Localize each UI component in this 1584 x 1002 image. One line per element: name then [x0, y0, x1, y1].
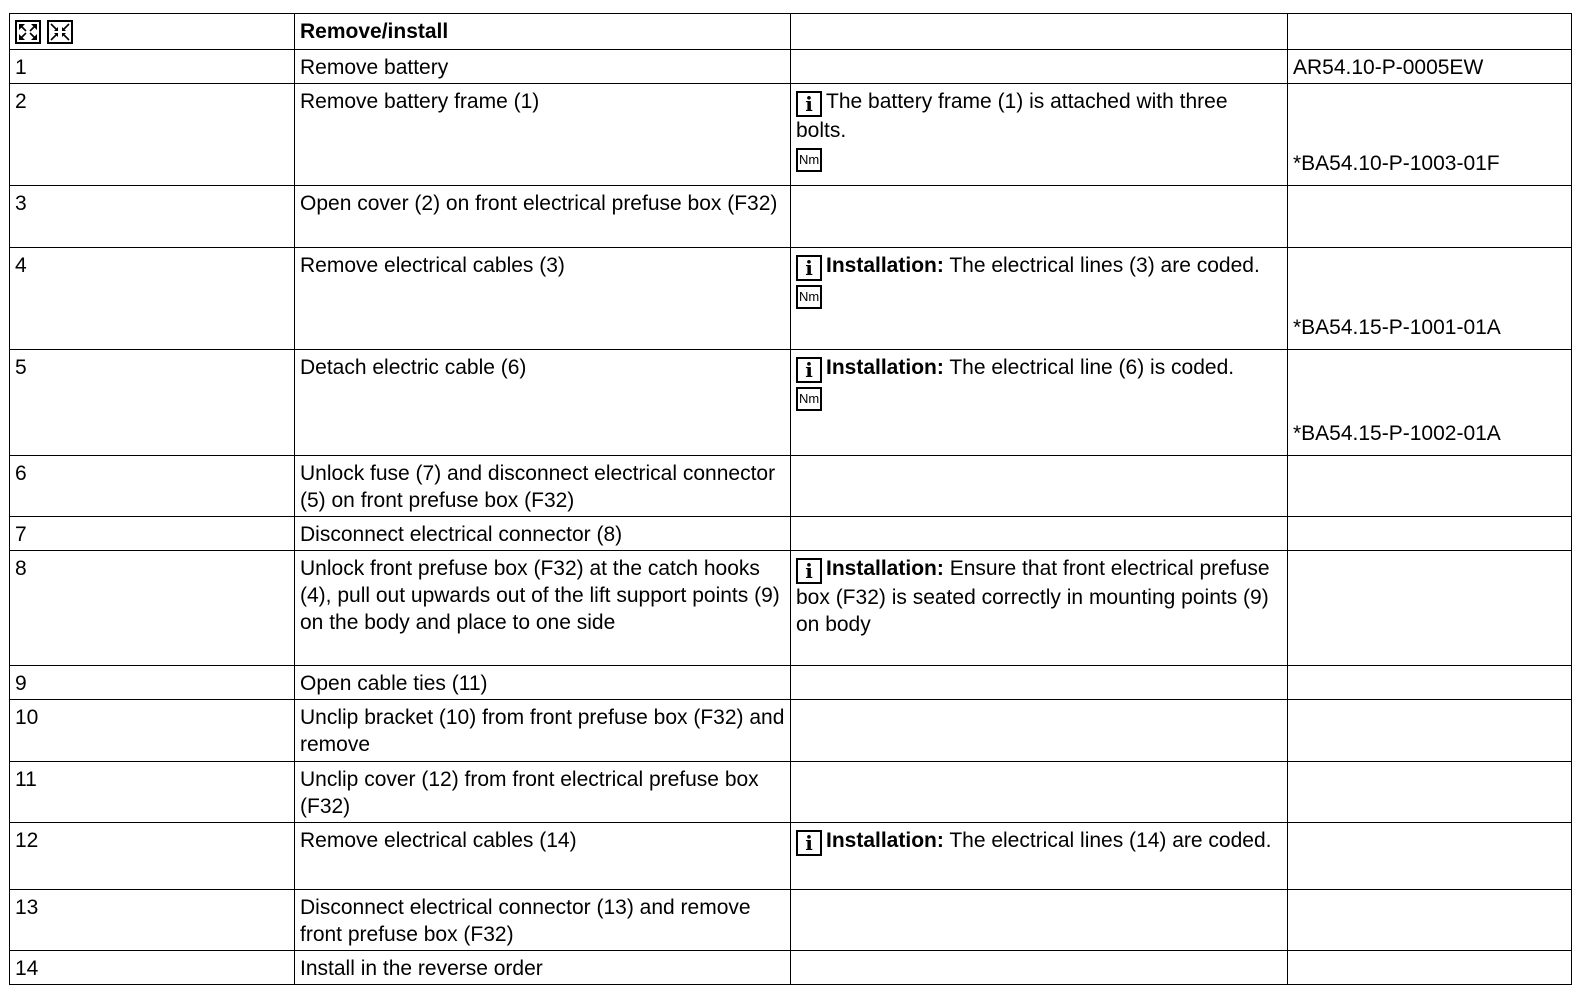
step-action: Disconnect electrical connector (8)	[295, 517, 791, 551]
step-row	[10, 666, 1572, 700]
step-number: 3	[10, 186, 295, 248]
step-number: 7	[10, 517, 295, 551]
step-number: 2	[10, 84, 295, 186]
reference-link[interactable]: AR54.10-P-0005EW	[1293, 56, 1484, 79]
step-note	[791, 700, 1288, 762]
step-note	[791, 350, 1288, 456]
step-number: 13	[10, 890, 295, 951]
step-note	[791, 248, 1288, 350]
step-action: Open cable ties (11)	[295, 666, 791, 700]
step-note	[791, 951, 1288, 985]
step-number: 9	[10, 666, 295, 700]
step-number: 12	[10, 823, 295, 890]
note-text	[796, 827, 1282, 856]
header-row	[10, 14, 1572, 50]
step-reference	[1288, 186, 1572, 248]
header-icons-cell	[10, 14, 295, 50]
header-title: Remove/install	[295, 14, 791, 50]
step-number: 6	[10, 456, 295, 517]
step-action: Remove electrical cables (3)	[295, 248, 791, 350]
step-row	[10, 350, 1572, 456]
step-action: Unlock fuse (7) and disconnect electrical connector (5) on front prefuse box (F32)	[295, 456, 791, 517]
torque-nm-icon[interactable]: Nm	[796, 148, 822, 172]
step-reference	[1288, 666, 1572, 700]
header-empty-note	[791, 14, 1288, 50]
step-action: Unlock front prefuse box (F32) at the catch hooks (4), pull out upwards out of the lift support points (9) on the body and place to one side	[295, 551, 791, 666]
step-note	[791, 551, 1288, 666]
step-action: Disconnect electrical connector (13) and remove front prefuse box (F32)	[295, 890, 791, 951]
step-action: Install in the reverse order	[295, 951, 791, 985]
torque-nm-icon[interactable]: Nm	[796, 387, 822, 411]
step-reference	[1288, 823, 1572, 890]
step-action: Unclip bracket (10) from front prefuse box (F32) and remove	[295, 700, 791, 762]
step-reference[interactable]	[1288, 248, 1572, 350]
expand-all-icon[interactable]	[15, 20, 41, 44]
step-row	[10, 762, 1572, 823]
step-note	[791, 84, 1288, 186]
step-action: Remove battery	[295, 50, 791, 84]
step-reference	[1288, 762, 1572, 823]
step-note	[791, 890, 1288, 951]
step-row	[10, 186, 1572, 248]
step-row	[10, 456, 1572, 517]
step-row	[10, 951, 1572, 985]
note-text	[796, 555, 1282, 638]
step-number: 11	[10, 762, 295, 823]
step-row	[10, 890, 1572, 951]
info-icon: i	[796, 558, 822, 584]
info-icon: i	[796, 255, 822, 281]
step-reference	[1288, 700, 1572, 762]
info-icon: i	[796, 357, 822, 383]
step-reference	[1288, 890, 1572, 951]
step-reference	[1288, 456, 1572, 517]
note-text	[796, 252, 1282, 281]
step-number: 4	[10, 248, 295, 350]
note-body: The battery frame (1) is attached with three bolts.	[796, 90, 1228, 142]
note-text	[796, 354, 1282, 383]
step-row	[10, 700, 1572, 762]
step-reference	[1288, 951, 1572, 985]
step-reference[interactable]	[1288, 50, 1572, 84]
reference-link[interactable]: *BA54.15-P-1001-01A	[1293, 316, 1501, 339]
step-action: Remove battery frame (1)	[295, 84, 791, 186]
step-reference	[1288, 517, 1572, 551]
step-row	[10, 823, 1572, 890]
step-note	[791, 50, 1288, 84]
step-row	[10, 248, 1572, 350]
note-text	[796, 88, 1282, 144]
step-number: 10	[10, 700, 295, 762]
collapse-all-icon[interactable]	[47, 20, 73, 44]
step-reference[interactable]	[1288, 350, 1572, 456]
installation-label: Installation:	[826, 557, 944, 580]
note-body: The electrical line (6) is coded.	[949, 356, 1235, 379]
step-note	[791, 517, 1288, 551]
installation-label: Installation:	[826, 254, 944, 277]
note-body: The electrical lines (3) are coded.	[949, 254, 1260, 277]
reference-link[interactable]: *BA54.15-P-1002-01A	[1293, 422, 1501, 445]
step-row	[10, 50, 1572, 84]
step-note	[791, 666, 1288, 700]
step-action: Remove electrical cables (14)	[295, 823, 791, 890]
step-reference[interactable]	[1288, 84, 1572, 186]
step-row	[10, 517, 1572, 551]
info-icon: i	[796, 91, 822, 117]
header-empty-ref	[1288, 14, 1572, 50]
step-number: 1	[10, 50, 295, 84]
step-action: Detach electric cable (6)	[295, 350, 791, 456]
step-note	[791, 186, 1288, 248]
step-note	[791, 456, 1288, 517]
step-action: Open cover (2) on front electrical prefuse box (F32)	[295, 186, 791, 248]
step-number: 5	[10, 350, 295, 456]
step-reference	[1288, 551, 1572, 666]
installation-label: Installation:	[826, 356, 944, 379]
installation-label: Installation:	[826, 829, 944, 852]
step-row	[10, 551, 1572, 666]
step-number: 14	[10, 951, 295, 985]
torque-nm-icon[interactable]: Nm	[796, 285, 822, 309]
step-number: 8	[10, 551, 295, 666]
step-action: Unclip cover (12) from front electrical prefuse box (F32)	[295, 762, 791, 823]
procedure-table	[9, 13, 1572, 985]
note-body: The electrical lines (14) are coded.	[949, 829, 1272, 852]
step-note	[791, 823, 1288, 890]
note-body: Ensure that front electrical prefuse box (F32) is seated correctly in mounting points (9) on body	[796, 557, 1270, 636]
step-note	[791, 762, 1288, 823]
step-row	[10, 84, 1572, 186]
info-icon: i	[796, 830, 822, 856]
reference-link[interactable]: *BA54.10-P-1003-01F	[1293, 152, 1500, 175]
